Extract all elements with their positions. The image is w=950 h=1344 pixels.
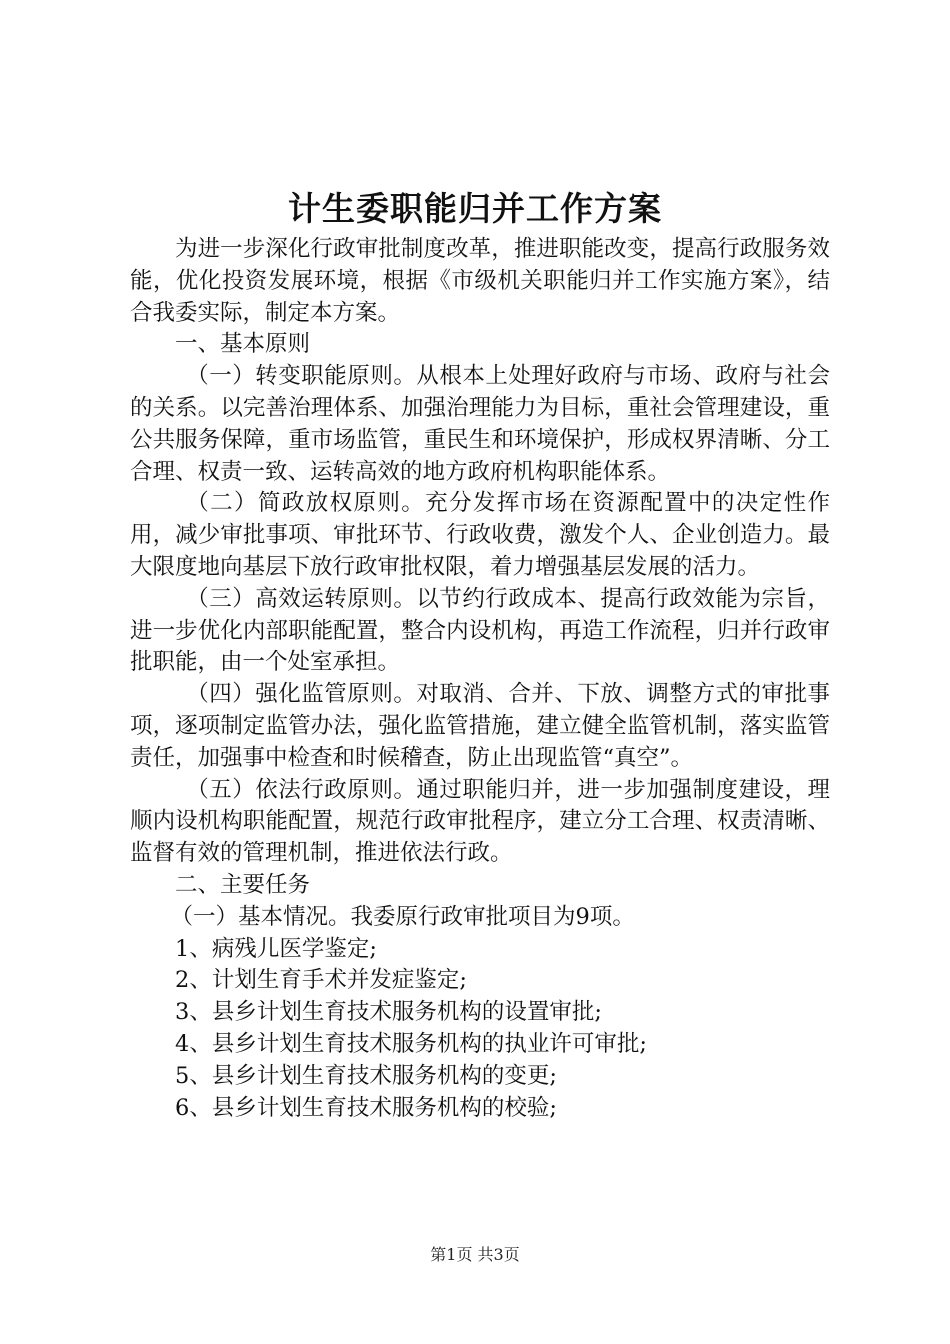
document-body [130, 234, 830, 1124]
list-item: 6、县乡计划生育技术服务机构的校验; [175, 1094, 557, 1121]
page-number-footer: 第1页 共3页 [430, 1245, 520, 1264]
intro-paragraph: 为进一步深化行政审批制度改革，推进职能改变，提高行政服务效能，优化投资发展环境，根据《市级机关职能归并工作实施方案》，结合我委实际，制定本方案。 [130, 236, 830, 326]
principle-paragraph: （五）依法行政原则。通过职能归并，进一步加强制度建设，理顺内设机构职能配置，规范行政审批程序，建立分工合理、权责清晰、监督有效的管理机制，推进依法行政。 [130, 776, 830, 867]
principle-paragraph: （一）转变职能原则。从根本上处理好政府与市场、政府与社会的关系。以完善治理体系、加强治理能力为目标，重社会管理建设，重公共服务保障，重市场监管，重民生和环境保护，形成权界清晰、分工合理、权责一致、运转高效的地方政府机构职能体系。 [130, 363, 830, 485]
principle-paragraph: （三）高效运转原则。以节约行政成本、提高行政效能为宗旨，进一步优化内部职能配置，整合内设机构，再造工作流程，归并行政审批职能，由一个处室承担。 [130, 585, 830, 676]
section-heading-tasks: 二、主要任务 [175, 871, 311, 898]
list-item: 4、县乡计划生育技术服务机构的执业许可审批; [175, 1030, 647, 1057]
principle-paragraph: （四）强化监管原则。对取消、合并、下放、调整方式的审批事项，逐项制定监管办法，强化监管措施，建立健全监管机制，落实监管责任，加强事中检查和时候稽查，防止出现监管“真空”。 [130, 681, 830, 771]
task-intro: （一）基本情况。我委原行政审批项目为9项。 [170, 903, 635, 930]
section-heading-principles: 一、基本原则 [175, 331, 311, 358]
list-item: 5、县乡计划生育技术服务机构的变更; [175, 1062, 557, 1089]
list-item: 1、病残儿医学鉴定; [175, 935, 377, 962]
principle-paragraph: （二）简政放权原则。充分发挥市场在资源配置中的决定性作用，减少审批事项、审批环节、行政收费，激发个人、企业创造力。最大限度地向基层下放行政审批权限，着力增强基层发展的活力。 [130, 490, 830, 580]
list-item: 3、县乡计划生育技术服务机构的设置审批; [175, 999, 602, 1026]
document-title: 计生委职能归并工作方案 [288, 189, 662, 228]
list-item: 2、计划生育手术并发症鉴定; [175, 967, 467, 994]
